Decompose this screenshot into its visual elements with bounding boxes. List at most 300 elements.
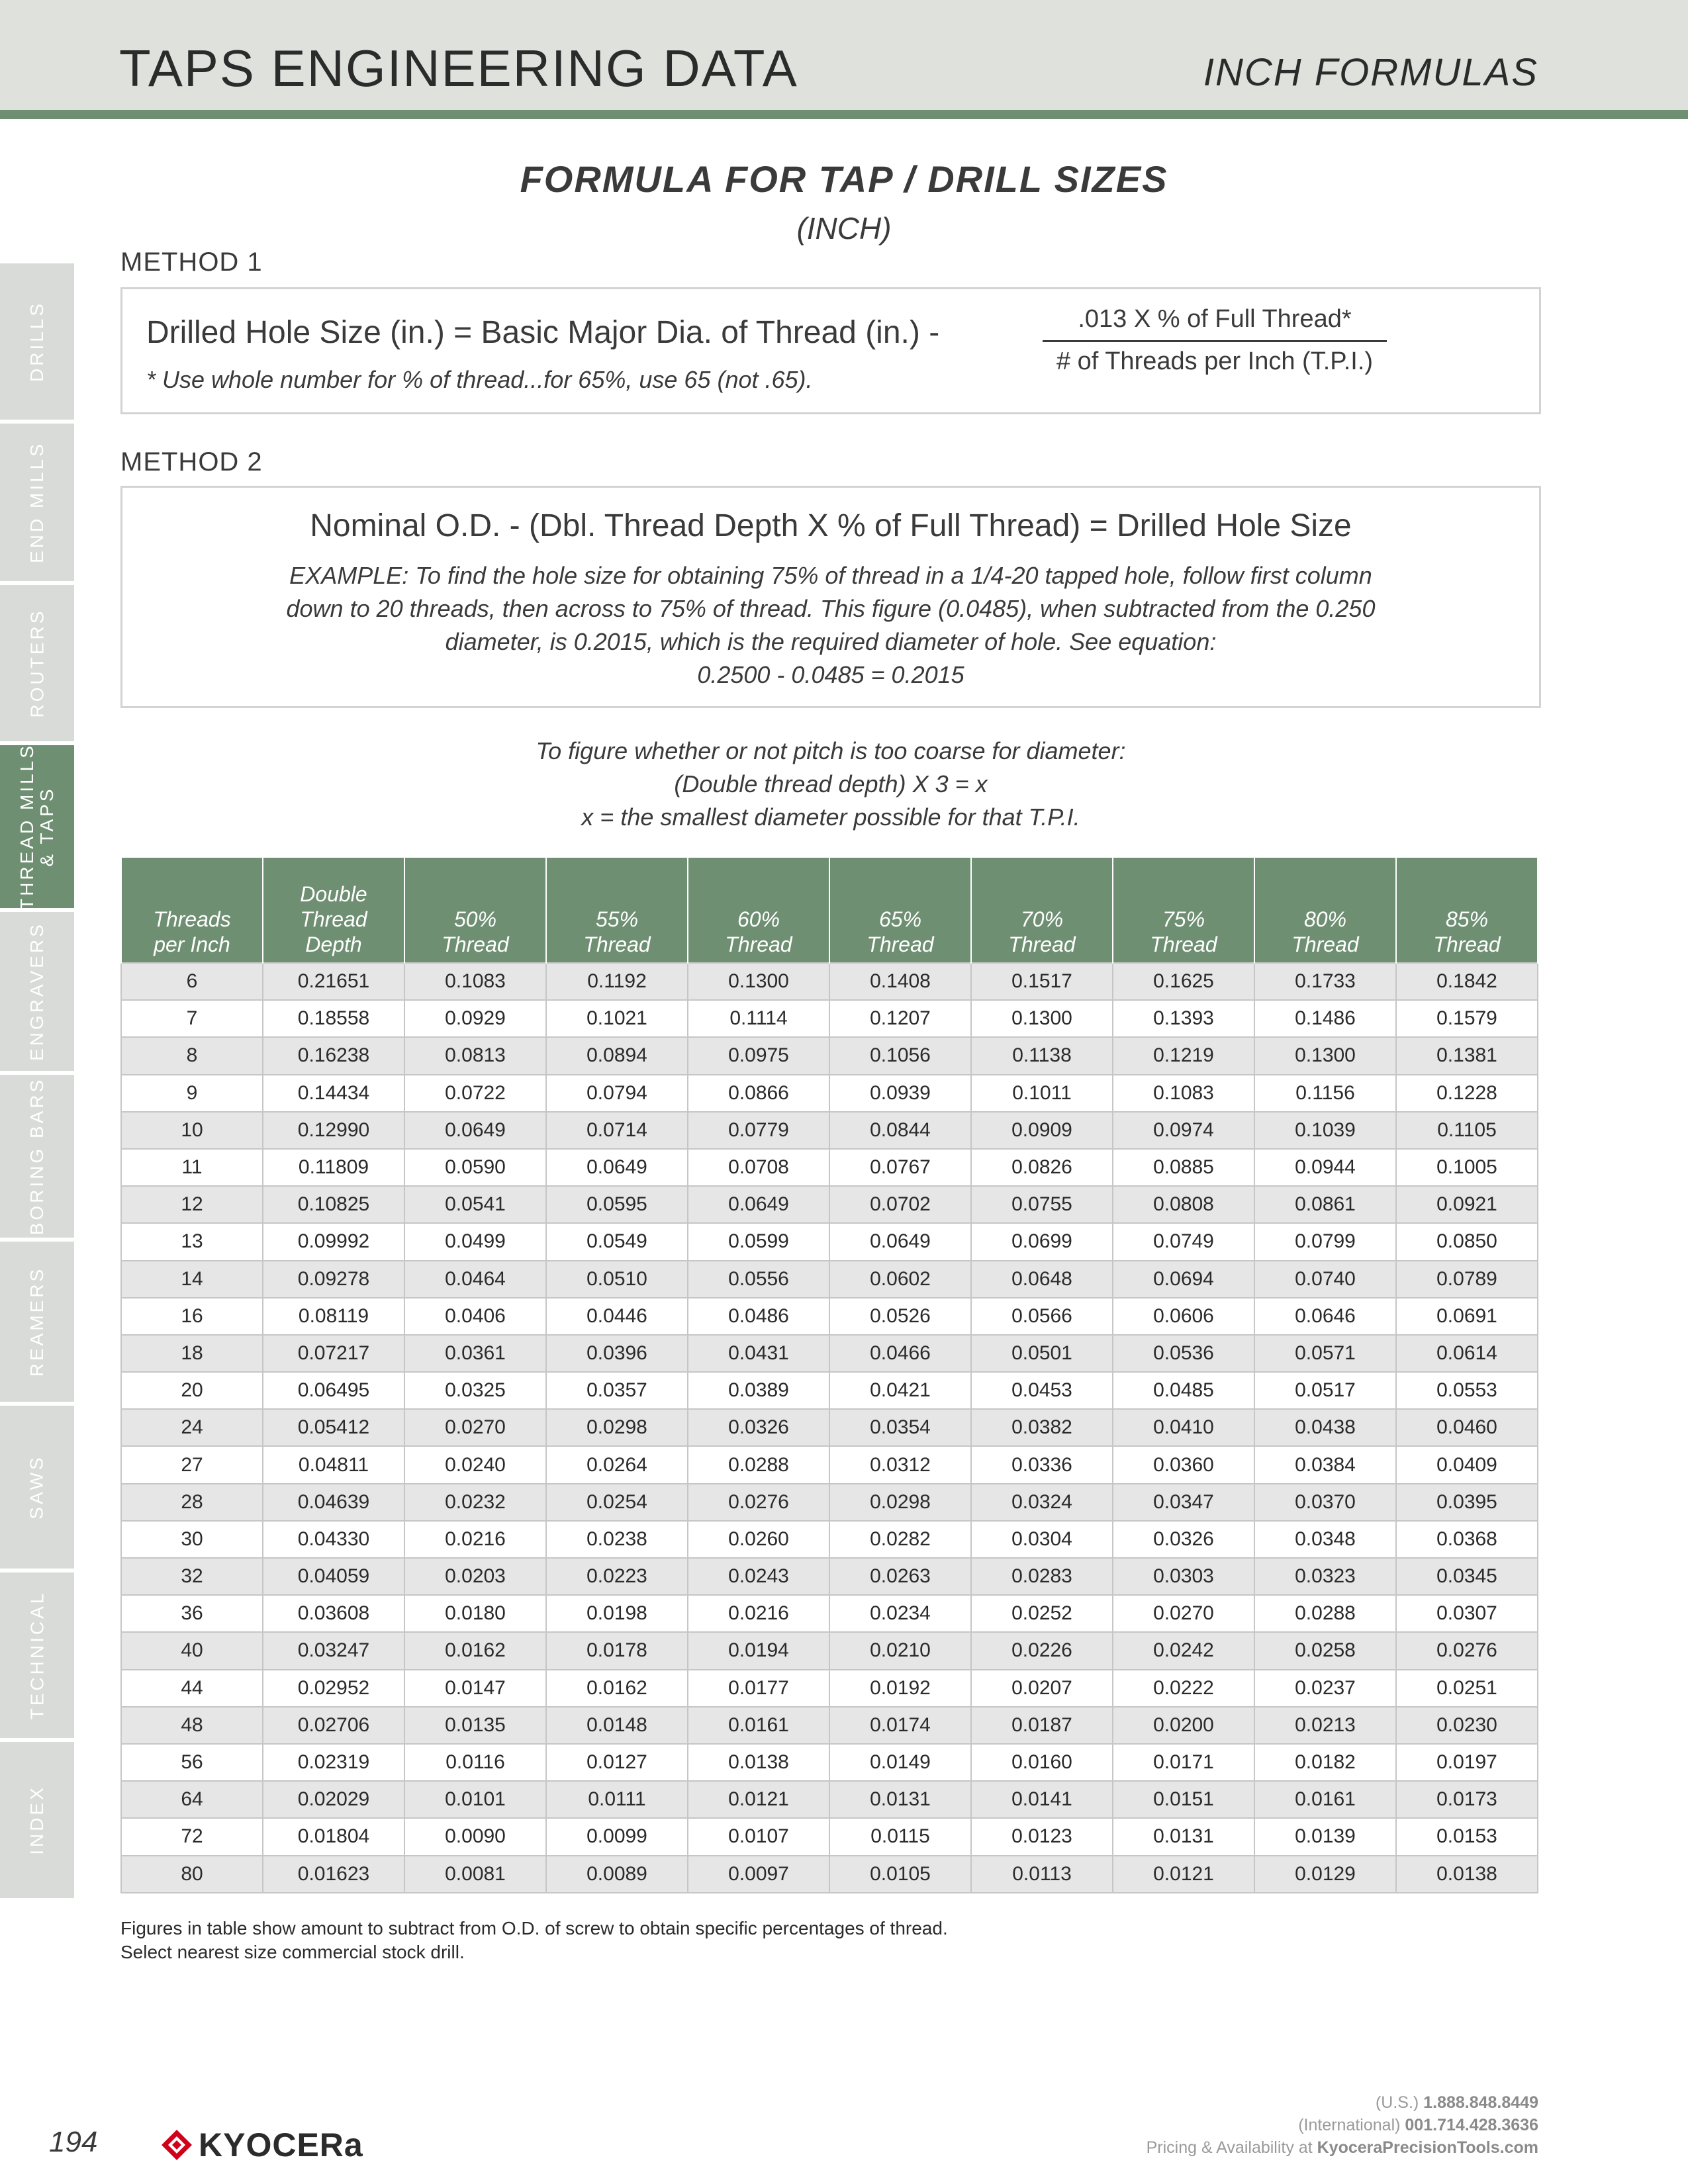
table-cell: 0.1300 [971, 1000, 1113, 1037]
table-cell: 0.1300 [1254, 1037, 1396, 1074]
side-tab-reamers[interactable] [0, 1242, 74, 1402]
table-cell: 0.0649 [404, 1112, 546, 1149]
table-row [121, 1149, 1538, 1186]
header-section: INCH FORMULAS [1203, 51, 1538, 94]
table-cell: 0.0180 [404, 1595, 546, 1632]
table-cell: 0.0141 [971, 1781, 1113, 1818]
table-cell: 0.0260 [688, 1521, 829, 1558]
column-header-line: 60% [737, 907, 780, 931]
table-row [121, 1595, 1538, 1632]
example-line: diameter, is 0.2015, which is the required diameter of hole. See equation: [445, 628, 1217, 655]
table-cell: 0.02952 [263, 1670, 404, 1707]
table-cell: 0.0714 [546, 1112, 688, 1149]
table-cell: 0.1039 [1254, 1112, 1396, 1149]
table-cell: 0.0288 [688, 1446, 829, 1483]
table-cell: 0.1056 [829, 1037, 971, 1074]
table-cell: 0.0694 [1113, 1261, 1254, 1298]
table-cell: 0.0702 [829, 1186, 971, 1223]
table-cell: 0.0431 [688, 1335, 829, 1372]
table-cell: 0.1192 [546, 963, 688, 1000]
table-cell: 0.0826 [971, 1149, 1113, 1186]
contact-us-phone: 1.888.848.8449 [1423, 2093, 1538, 2112]
table-cell: 0.0270 [404, 1409, 546, 1446]
table-cell: 0.1083 [1113, 1075, 1254, 1112]
table-cell: 0.1486 [1254, 1000, 1396, 1037]
table-cell: 0.0929 [404, 1000, 546, 1037]
table-cell: 0.04811 [263, 1446, 404, 1483]
table-cell: 0.1105 [1396, 1112, 1538, 1149]
table-cell: 0.0571 [1254, 1335, 1396, 1372]
table-cell: 0.09278 [263, 1261, 404, 1298]
table-cell: 0.0691 [1396, 1298, 1538, 1335]
table-cell: 0.0799 [1254, 1223, 1396, 1260]
table-cell: 0.1300 [688, 963, 829, 1000]
table-cell: 0.1207 [829, 1000, 971, 1037]
table-row [121, 1261, 1538, 1298]
table-cell: 0.0556 [688, 1261, 829, 1298]
table-cell: 0.0755 [971, 1186, 1113, 1223]
table-cell: 0.0885 [1113, 1149, 1254, 1186]
table-cell: 0.0113 [971, 1856, 1113, 1893]
table-row [121, 963, 1538, 1000]
column-header-line: Double [300, 882, 367, 906]
table-cell: 0.0270 [1113, 1595, 1254, 1632]
table-cell: 0.0252 [971, 1595, 1113, 1632]
table-cell: 0.0536 [1113, 1335, 1254, 1372]
table-cell: 0.0243 [688, 1558, 829, 1595]
table-cell: 0.0453 [971, 1372, 1113, 1409]
table-row [121, 1000, 1538, 1037]
table-cell: 0.0242 [1113, 1632, 1254, 1669]
contact-intl [1147, 2114, 1538, 2136]
table-cell: 0.0307 [1396, 1595, 1538, 1632]
table-cell: 0.0121 [1113, 1856, 1254, 1893]
table-cell: 0.0216 [404, 1521, 546, 1558]
contact-web [1147, 2136, 1538, 2159]
table-cell: 0.0258 [1254, 1632, 1396, 1669]
table-cell: 0.0749 [1113, 1223, 1254, 1260]
table-cell: 0.0649 [829, 1223, 971, 1260]
contact-intl-prefix: (International) [1298, 2116, 1401, 2134]
table-cell: 0.0298 [829, 1484, 971, 1521]
table-row [121, 1446, 1538, 1483]
column-header-line: 55% [595, 907, 639, 931]
table-cell: 0.0139 [1254, 1818, 1396, 1855]
method1-box [120, 287, 1541, 414]
header-accent-bar [0, 110, 1688, 119]
column-header [1396, 858, 1538, 963]
table-cell: 0.0566 [971, 1298, 1113, 1335]
table-cell: 0.05412 [263, 1409, 404, 1446]
table-cell: 0.0526 [829, 1298, 971, 1335]
table-cell: 0.0648 [971, 1261, 1113, 1298]
table-cell: 0.0234 [829, 1595, 971, 1632]
page-number: 194 [49, 2126, 98, 2158]
column-header-line: Thread [583, 933, 651, 956]
table-cell: 0.0123 [971, 1818, 1113, 1855]
table-cell: 44 [121, 1670, 263, 1707]
table-cell: 0.0808 [1113, 1186, 1254, 1223]
table-footnote [120, 1917, 948, 1964]
table-cell: 0.0099 [546, 1818, 688, 1855]
table-cell: 0.0298 [546, 1409, 688, 1446]
table-cell: 0.0646 [1254, 1298, 1396, 1335]
column-header [263, 858, 404, 963]
pitch-note-line: To figure whether or not pitch is too coarse for diameter: [536, 737, 1126, 764]
column-header [688, 858, 829, 963]
table-cell: 0.1228 [1396, 1075, 1538, 1112]
table-cell: 0.14434 [263, 1075, 404, 1112]
table-cell: 0.0421 [829, 1372, 971, 1409]
table-cell: 0.0813 [404, 1037, 546, 1074]
table-cell: 0.02319 [263, 1744, 404, 1781]
table-cell: 0.0649 [688, 1186, 829, 1223]
table-cell: 0.1842 [1396, 963, 1538, 1000]
table-cell: 0.0944 [1254, 1149, 1396, 1186]
table-cell: 0.0147 [404, 1670, 546, 1707]
table-cell: 0.0395 [1396, 1484, 1538, 1521]
table-row [121, 1409, 1538, 1446]
table-row [121, 1223, 1538, 1260]
table-cell: 0.0276 [1396, 1632, 1538, 1669]
table-cell: 0.0599 [688, 1223, 829, 1260]
method1-fraction [1043, 305, 1387, 376]
header-title: TAPS ENGINEERING DATA [119, 39, 798, 97]
table-cell: 0.0283 [971, 1558, 1113, 1595]
logo-wordmark: KYOCERa [199, 2126, 363, 2163]
table-cell: 0.12990 [263, 1112, 404, 1149]
table-cell: 0.0138 [688, 1744, 829, 1781]
table-cell: 0.21651 [263, 963, 404, 1000]
table-cell: 0.09992 [263, 1223, 404, 1260]
side-tab-label: ROUTERS [26, 608, 47, 718]
side-tab-end-mills[interactable] [0, 424, 74, 581]
table-cell: 0.0222 [1113, 1670, 1254, 1707]
side-tab-label: END MILLS [26, 441, 48, 563]
table-cell: 0.0187 [971, 1707, 1113, 1744]
side-tab-label: BORING BARS [26, 1077, 48, 1236]
table-cell: 0.0606 [1113, 1298, 1254, 1335]
table-cell: 0.0198 [546, 1595, 688, 1632]
table-row [121, 1186, 1538, 1223]
table-cell: 0.0131 [829, 1781, 971, 1818]
table-cell: 0.0101 [404, 1781, 546, 1818]
table-cell: 0.0336 [971, 1446, 1113, 1483]
table-cell: 0.0264 [546, 1446, 688, 1483]
table-cell: 0.0105 [829, 1856, 971, 1893]
table-cell: 12 [121, 1186, 263, 1223]
table-cell: 0.1408 [829, 963, 971, 1000]
table-cell: 0.0438 [1254, 1409, 1396, 1446]
table-cell: 64 [121, 1781, 263, 1818]
table-cell: 0.0446 [546, 1298, 688, 1335]
table-cell: 0.0347 [1113, 1484, 1254, 1521]
table-cell: 0.0499 [404, 1223, 546, 1260]
table-cell: 0.0368 [1396, 1521, 1538, 1558]
tap-drill-table [120, 858, 1538, 1893]
kyocera-logo [160, 2126, 363, 2164]
table-cell: 0.0614 [1396, 1335, 1538, 1372]
column-header-line: Threads [153, 907, 231, 931]
table-cell: 0.0232 [404, 1484, 546, 1521]
side-tab-label: DRILLS [26, 300, 48, 383]
table-cell: 13 [121, 1223, 263, 1260]
column-header-line: Thread [725, 933, 792, 956]
table-cell: 0.0699 [971, 1223, 1113, 1260]
table-cell: 0.0360 [1113, 1446, 1254, 1483]
table-cell: 6 [121, 963, 263, 1000]
method2-label: METHOD 2 [120, 447, 263, 477]
column-header-line: Thread [300, 907, 367, 931]
table-cell: 0.0161 [1254, 1781, 1396, 1818]
table-cell: 0.0148 [546, 1707, 688, 1744]
side-tab-technical[interactable] [0, 1572, 74, 1738]
table-cell: 0.0121 [688, 1781, 829, 1818]
table-cell: 0.0789 [1396, 1261, 1538, 1298]
table-cell: 0.0182 [1254, 1744, 1396, 1781]
table-cell: 0.0303 [1113, 1558, 1254, 1595]
column-header-line: 70% [1020, 907, 1064, 931]
table-row [121, 1856, 1538, 1893]
table-cell: 0.0501 [971, 1335, 1113, 1372]
contact-web-prefix: Pricing & Availability at [1146, 2138, 1313, 2157]
table-cell: 0.0767 [829, 1149, 971, 1186]
table-cell: 0.0409 [1396, 1446, 1538, 1483]
column-header-line: 80% [1303, 907, 1347, 931]
column-header-line: Thread [1433, 933, 1501, 956]
table-cell: 0.0740 [1254, 1261, 1396, 1298]
column-header [121, 858, 263, 963]
table-cell: 0.0708 [688, 1149, 829, 1186]
table-cell: 0.0779 [688, 1112, 829, 1149]
table-cell: 0.0345 [1396, 1558, 1538, 1595]
table-cell: 0.1625 [1113, 963, 1254, 1000]
table-cell: 0.0173 [1396, 1781, 1538, 1818]
table-cell: 0.0171 [1113, 1744, 1254, 1781]
table-cell: 0.0304 [971, 1521, 1113, 1558]
table-cell: 14 [121, 1261, 263, 1298]
table-cell: 0.0861 [1254, 1186, 1396, 1223]
table-cell: 0.1517 [971, 963, 1113, 1000]
table-cell: 0.0389 [688, 1372, 829, 1409]
table-row [121, 1558, 1538, 1595]
side-tab-label: TECHNICAL [26, 1590, 48, 1720]
table-cell: 40 [121, 1632, 263, 1669]
table-cell: 0.02706 [263, 1707, 404, 1744]
table-row [121, 1707, 1538, 1744]
table-cell: 0.0254 [546, 1484, 688, 1521]
table-cell: 0.0111 [546, 1781, 688, 1818]
table-cell: 0.0238 [546, 1521, 688, 1558]
table-cell: 0.0485 [1113, 1372, 1254, 1409]
table-cell: 0.0151 [1113, 1781, 1254, 1818]
kyocera-logo-icon [160, 2128, 193, 2161]
table-cell: 0.0549 [546, 1223, 688, 1260]
table-cell: 0.0081 [404, 1856, 546, 1893]
pitch-note-line: (Double thread depth) X 3 = x [674, 770, 988, 797]
side-tab-boring-bars[interactable] [0, 1075, 74, 1238]
column-header [829, 858, 971, 963]
page-subtitle: (INCH) [796, 211, 892, 246]
table-cell: 0.0226 [971, 1632, 1113, 1669]
table-row [121, 1075, 1538, 1112]
table-cell: 0.0510 [546, 1261, 688, 1298]
contact-web-link[interactable]: KyoceraPrecisionTools.com [1317, 2138, 1538, 2157]
side-tab-index[interactable] [0, 1742, 74, 1898]
table-body [121, 963, 1538, 1893]
table-cell: 0.0089 [546, 1856, 688, 1893]
table-cell: 0.0517 [1254, 1372, 1396, 1409]
column-header-line: Thread [867, 933, 934, 956]
table-cell: 0.0357 [546, 1372, 688, 1409]
table-cell: 0.0160 [971, 1744, 1113, 1781]
table-cell: 0.0153 [1396, 1818, 1538, 1855]
table-cell: 0.0466 [829, 1335, 971, 1372]
table-cell: 0.1733 [1254, 963, 1396, 1000]
table-cell: 0.0486 [688, 1298, 829, 1335]
table-cell: 36 [121, 1595, 263, 1632]
table-cell: 0.0288 [1254, 1595, 1396, 1632]
method1-label: METHOD 1 [120, 248, 263, 277]
table-cell: 0.0197 [1396, 1744, 1538, 1781]
table-cell: 0.1156 [1254, 1075, 1396, 1112]
table-cell: 0.18558 [263, 1000, 404, 1037]
table-cell: 16 [121, 1298, 263, 1335]
table-cell: 0.0312 [829, 1446, 971, 1483]
table-cell: 0.10825 [263, 1186, 404, 1223]
table-cell: 0.0354 [829, 1409, 971, 1446]
table-cell: 0.0325 [404, 1372, 546, 1409]
table-cell: 0.0149 [829, 1744, 971, 1781]
table-cell: 0.1138 [971, 1037, 1113, 1074]
side-tab-saws[interactable] [0, 1406, 74, 1569]
table-cell: 32 [121, 1558, 263, 1595]
table-cell: 0.0460 [1396, 1409, 1538, 1446]
table-cell: 0.0203 [404, 1558, 546, 1595]
table-cell: 0.0939 [829, 1075, 971, 1112]
table-cell: 0.0116 [404, 1744, 546, 1781]
contact-us-prefix: (U.S.) [1375, 2093, 1419, 2112]
table-cell: 0.0161 [688, 1707, 829, 1744]
side-tab-label: THREAD MILLS & TAPS [17, 743, 58, 910]
column-header-line: 85% [1445, 907, 1489, 931]
table-cell: 0.0097 [688, 1856, 829, 1893]
contact-info [1147, 2091, 1538, 2159]
table-cell: 0.0174 [829, 1707, 971, 1744]
table-cell: 0.01804 [263, 1818, 404, 1855]
table-cell: 0.0553 [1396, 1372, 1538, 1409]
table-cell: 0.0200 [1113, 1707, 1254, 1744]
table-cell: 0.0722 [404, 1075, 546, 1112]
table-cell: 28 [121, 1484, 263, 1521]
side-tab-drills[interactable] [0, 263, 74, 420]
table-cell: 0.0131 [1113, 1818, 1254, 1855]
table-cell: 0.1114 [688, 1000, 829, 1037]
table-cell: 0.0240 [404, 1446, 546, 1483]
table-cell: 0.0590 [404, 1149, 546, 1186]
table-cell: 0.0464 [404, 1261, 546, 1298]
table-cell: 0.0541 [404, 1186, 546, 1223]
example-line: EXAMPLE: To find the hole size for obtaining 75% of thread in a 1/4-20 tapped hole, follow first column [289, 562, 1372, 589]
table-cell: 0.03608 [263, 1595, 404, 1632]
table-cell: 0.06495 [263, 1372, 404, 1409]
table-row [121, 1298, 1538, 1335]
footnote-line: Select nearest size commercial stock drill. [120, 1942, 465, 1962]
table-cell: 0.0216 [688, 1595, 829, 1632]
table-cell: 0.0909 [971, 1112, 1113, 1149]
contact-us [1147, 2091, 1538, 2114]
side-tab-label: ENGRAVERS [26, 922, 47, 1061]
table-cell: 0.1579 [1396, 1000, 1538, 1037]
fraction-denominator: # of Threads per Inch (T.P.I.) [1056, 347, 1374, 375]
table-row [121, 1670, 1538, 1707]
table-cell: 0.0162 [404, 1632, 546, 1669]
column-header [1254, 858, 1396, 963]
table-cell: 0.0595 [546, 1186, 688, 1223]
column-header-line: Thread [1008, 933, 1076, 956]
method2-example [162, 559, 1499, 692]
column-header-line: per Inch [154, 933, 230, 956]
table-cell: 0.0138 [1396, 1856, 1538, 1893]
side-tab-label: SAWS [26, 1455, 47, 1520]
table-cell: 0.0324 [971, 1484, 1113, 1521]
table-cell: 0.0177 [688, 1670, 829, 1707]
page-header [0, 0, 1688, 110]
table-row [121, 1818, 1538, 1855]
table-cell: 0.04059 [263, 1558, 404, 1595]
table-cell: 0.0921 [1396, 1186, 1538, 1223]
column-header-line: 75% [1162, 907, 1205, 931]
table-cell: 0.0090 [404, 1818, 546, 1855]
table-cell: 24 [121, 1409, 263, 1446]
table-cell: 0.0370 [1254, 1484, 1396, 1521]
table-cell: 0.0361 [404, 1335, 546, 1372]
table-cell: 0.1021 [546, 1000, 688, 1037]
table-cell: 27 [121, 1446, 263, 1483]
table-cell: 0.03247 [263, 1632, 404, 1669]
table-cell: 0.0866 [688, 1075, 829, 1112]
side-tab-label: INDEX [26, 1785, 47, 1855]
column-header [971, 858, 1113, 963]
side-tab-routers[interactable] [0, 585, 74, 741]
table-cell: 0.1393 [1113, 1000, 1254, 1037]
table-cell: 0.0794 [546, 1075, 688, 1112]
side-tab-engravers[interactable] [0, 912, 74, 1071]
table-cell: 0.0223 [546, 1558, 688, 1595]
table-cell: 0.0127 [546, 1744, 688, 1781]
table-row [121, 1372, 1538, 1409]
table-row [121, 1037, 1538, 1074]
table-cell: 0.1005 [1396, 1149, 1538, 1186]
table-row [121, 1781, 1538, 1818]
table-cell: 0.0348 [1254, 1521, 1396, 1558]
method2-box [120, 486, 1541, 708]
column-header-line: 50% [453, 907, 497, 931]
table-cell: 0.0162 [546, 1670, 688, 1707]
table-cell: 8 [121, 1037, 263, 1074]
table-cell: 0.0207 [971, 1670, 1113, 1707]
table-cell: 9 [121, 1075, 263, 1112]
table-cell: 56 [121, 1744, 263, 1781]
column-header [404, 858, 546, 963]
table-cell: 0.07217 [263, 1335, 404, 1372]
table-cell: 80 [121, 1856, 263, 1893]
fraction-numerator: .013 X % of Full Thread* [1043, 305, 1387, 342]
table-cell: 0.0251 [1396, 1670, 1538, 1707]
table-cell: 0.16238 [263, 1037, 404, 1074]
table-cell: 0.0975 [688, 1037, 829, 1074]
column-header [546, 858, 688, 963]
